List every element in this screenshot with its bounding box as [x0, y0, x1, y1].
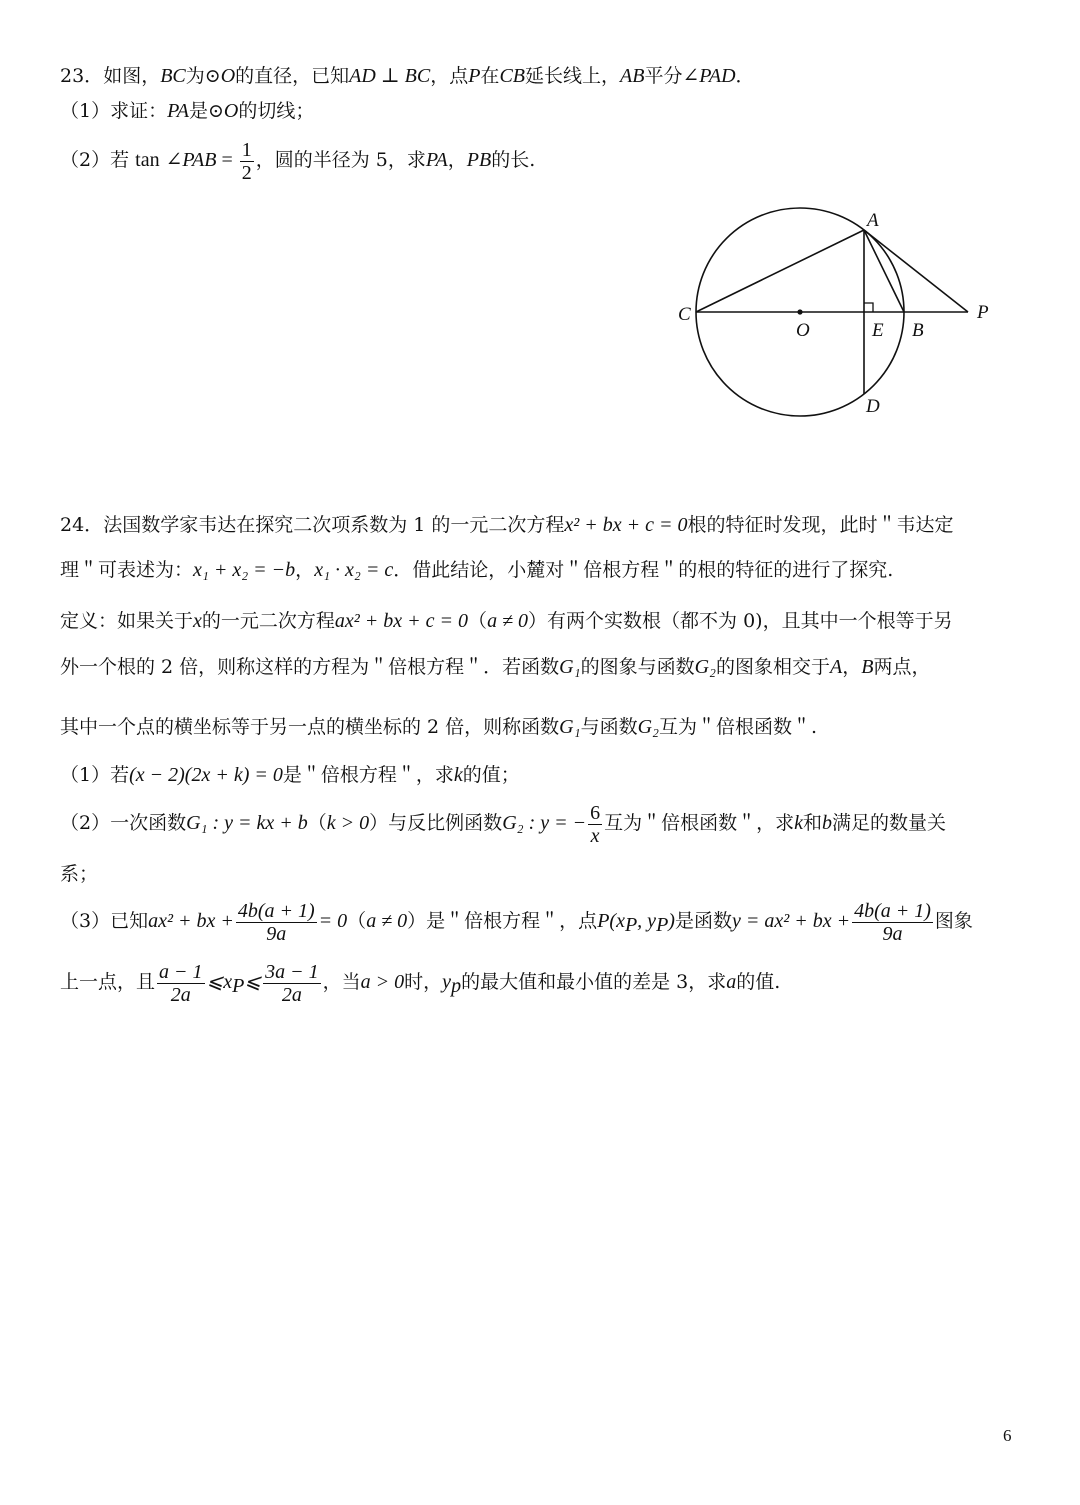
line-ab	[864, 230, 904, 312]
q24-definition-line3: 其中一个点的横坐标等于另一点的横坐标的 2 倍，则称函数G₁与函数G₂互为＂倍根函数＂.	[60, 716, 818, 738]
label-d: D	[866, 396, 880, 417]
q24-part2: （2）一次函数G₁ : y = kx + b（k > 0）与反比例函数G₂ : y = − $\frac{6}{x}$ 互为＂倍根函数＂，求k和b满足的数量关	[60, 801, 947, 847]
q23-stem: 23．如图，BC为⊙O的直径，已知AD ⊥ BC，点P在CB延长线上，AB平分∠PAD．	[60, 65, 755, 87]
fraction-six-over-x: $\frac{6}{x}$	[590, 801, 601, 847]
q24-line1: 24．法国数学家韦达在探究二次项系数为 1 的一元二次方程x² + bx + c = 0根的特征时发现，此时＂韦达定	[60, 514, 954, 536]
fraction-4b-over-9a: $\frac{4b(a + 1)}{9a}$	[237, 899, 315, 945]
fraction-one-half: $\frac{1}{2}$	[241, 138, 252, 184]
label-b: B	[912, 320, 924, 341]
q23-part2: （2）若 tan ∠PAB = $\frac{1}{2}$ ，圆的半径为 5，求PA，PB的长.	[60, 138, 536, 184]
fraction-3a-minus-1: $\frac{3a - 1}{2a}$	[265, 960, 319, 1006]
fraction-4b-over-9a-2: $\frac{4b(a + 1)}{9a}$	[854, 899, 931, 945]
q24-definition-line2: 外一个根的 2 倍，则称这样的方程为＂倍根方程＂．若函数G₁的图象与函数G₂的图象相交于A，B两点，	[60, 656, 931, 678]
label-o: O	[796, 320, 810, 341]
q24-part1: （1）若(x − 2)(2x + k) = 0是＂倍根方程＂，求k的值；	[60, 764, 520, 786]
right-angle-mark	[864, 303, 873, 312]
q24-part3-cont: 上一点，且 $\frac{a - 1}{2a}$ $⩽x_P⩽$ $\frac{3a - 1}{2a}$ ，当a > 0时，$y_p$的最大值和最小值的差是 3，求a的值.	[60, 960, 781, 1006]
geometry-figure	[0, 0, 1080, 440]
label-a: A	[867, 210, 879, 231]
q24-part3: （3）已知ax² + bx + $\frac{4b(a + 1)}{9a}$ = 0（a ≠ 0）是＂倍根方程＂，点$P(x_P$, $y_P$)是函数y = ax² + bx + $\frac{4b(a + 1)}{9a}$ 图象	[60, 899, 973, 945]
label-c: C	[678, 304, 691, 325]
q24-definition-line1: 定义：如果关于x的一元二次方程ax² + bx + c = 0（a ≠ 0）有两个实数根（都不为 0)，且其中一个根等于另	[60, 610, 953, 632]
center-dot	[797, 309, 802, 314]
q23-part1: （1）求证：PA是⊙O的切线；	[60, 100, 315, 122]
fraction-a-minus-1: $\frac{a - 1}{2a}$	[159, 960, 203, 1006]
label-p: P	[977, 302, 989, 323]
q24-line2: 理＂可表述为：x₁ + x₂ = −b，x₁ · x₂ = c．借此结论，小麓对＂倍根方程＂的根的特征的进行了探究.	[60, 559, 894, 581]
line-ap	[864, 230, 968, 312]
line-ca	[696, 230, 864, 312]
page-number: 6	[1003, 1426, 1012, 1445]
label-e: E	[872, 320, 884, 341]
q24-part2-cont: 系；	[60, 863, 99, 885]
